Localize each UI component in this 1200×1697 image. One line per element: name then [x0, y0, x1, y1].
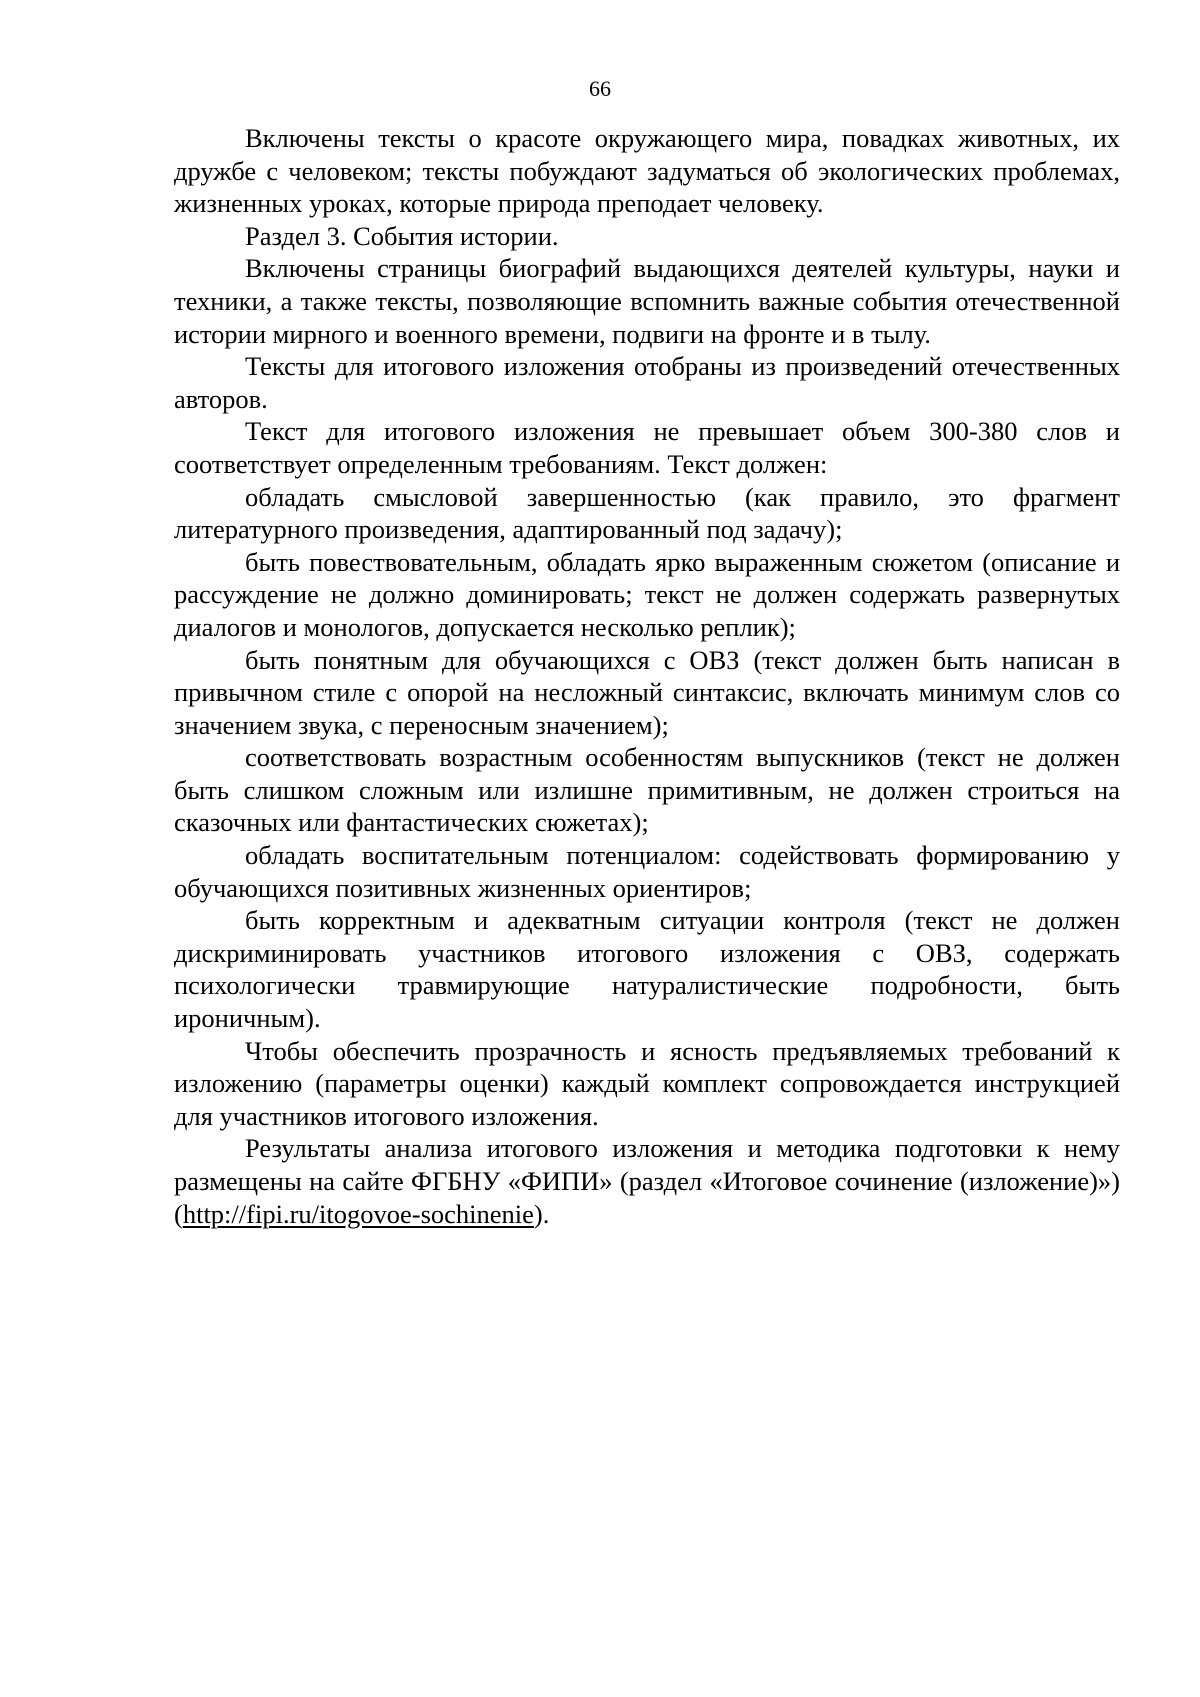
paragraph-nature-texts: Включены тексты о красоте окружающего мира, повадках животных, их дружбе с человеком; тексты побуждают задуматься об экологических проблемах, жизненных уроках, которые природа преподает человеку.	[174, 123, 1120, 219]
paragraph-results	[174, 1132, 1120, 1230]
paragraph-requirement-narrative: быть повествовательным, обладать ярко выраженным сюжетом (описание и рассуждение не должно доминировать; текст не должен содержать развернутых диалогов и монологов, допускается несколько реплик);	[174, 546, 1120, 642]
body-text	[174, 122, 1120, 1230]
paragraph-requirement-age: соответствовать возрастным особенностям выпускников (текст не должен быть слишком сложным или излишне примитивным, не должен строиться на сказочных или фантастических сюжетах);	[174, 742, 1120, 838]
paragraph-history-texts: Включены страницы биографий выдающихся деятелей культуры, науки и техники, а также тексты, позволяющие вспомнить важные события отечественной истории мирного и военного времени, подвиги на фронте и в тылу.	[174, 253, 1120, 349]
paragraph-requirement-educational: обладать воспитательным потенциалом: содействовать формированию у обучающихся позитивных жизненных ориентиров;	[174, 840, 1120, 903]
paragraph-text-requirements: Текст для итогового изложения не превышает объем 300-380 слов и соответствует определенным требованиям. Текст должен:	[174, 416, 1120, 479]
paragraph-requirement-understandable: быть понятным для обучающихся с ОВЗ (текст должен быть написан в привычном стиле с опорой на несложный синтаксис, включать минимум слов со значением звука, с переносным значением);	[174, 644, 1120, 740]
paragraph-section-3-heading: Раздел 3. События истории.	[245, 220, 559, 251]
paragraph-requirement-correct: быть корректным и адекватным ситуации контроля (текст не должен дискриминировать участников итогового изложения с ОВЗ, содержать психологически травмирующие натуралистические подробности, быть ироничным).	[174, 905, 1120, 1034]
results-text-before-link: Результаты анализа итогового изложения и методика подготовки к нему размещены на сайте ФГБНУ «ФИПИ» (раздел «Итоговое сочинение (изложение)») (	[174, 1133, 1120, 1229]
results-text-after-link: ).	[533, 1198, 550, 1229]
fipi-link[interactable]: http://fipi.ru/itogovoe-sochinenie	[182, 1198, 534, 1229]
paragraph-authors: Тексты для итогового изложения отобраны из произведений отечественных авторов.	[174, 351, 1120, 414]
page-number: 66	[589, 76, 611, 101]
paragraph-requirement-completeness: обладать смысловой завершенностью (как правило, это фрагмент литературного произведения, адаптированный под задачу);	[174, 481, 1120, 545]
paragraph-transparency: Чтобы обеспечить прозрачность и ясность предъявляемых требований к изложению (параметры оценки) каждый комплект сопровождается инструкцией для участников итогового изложения.	[174, 1035, 1120, 1131]
